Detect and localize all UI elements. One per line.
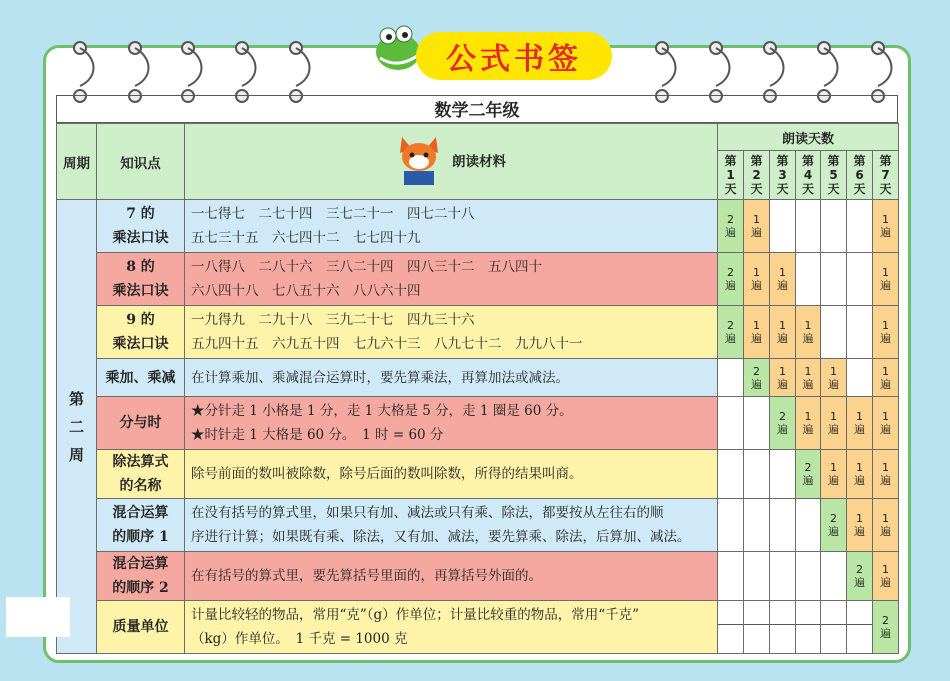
day-header-char: 第	[801, 154, 814, 168]
day-count-cell	[821, 397, 847, 450]
day-header-char: 第	[776, 154, 789, 168]
day-count-cell	[873, 359, 899, 397]
day-header-char: 天	[801, 182, 814, 196]
day-header-2	[744, 151, 770, 200]
day-count: 1	[830, 364, 837, 378]
day-header-char: 天	[879, 182, 892, 196]
day-count: 1	[753, 213, 760, 226]
day-count-unit: 遍	[802, 474, 814, 487]
day-count-cell	[770, 200, 796, 253]
day-header-char: 天	[750, 182, 763, 196]
day-header-7	[873, 151, 899, 200]
day-count: 1	[830, 461, 837, 474]
day-count-cell	[821, 200, 847, 253]
knowledge-cell	[97, 499, 185, 552]
day-header-3	[770, 151, 796, 200]
day-count-cell	[744, 306, 770, 359]
day-count-unit: 遍	[751, 377, 762, 391]
day-count-unit: 遍	[880, 423, 892, 436]
day-count-cell	[718, 253, 744, 306]
day-header-char: 天	[724, 182, 737, 196]
day-count-unit: 遍	[777, 279, 788, 292]
day-count-cell	[770, 253, 796, 306]
knowledge-cell	[97, 397, 185, 450]
table-row	[57, 601, 899, 654]
material-cell	[185, 552, 718, 601]
day-count-unit: 遍	[880, 474, 892, 487]
knowledge-line: 7 的	[126, 206, 155, 222]
day-count-unit: 遍	[777, 332, 788, 345]
material-cell	[185, 397, 718, 450]
material-cell	[185, 306, 718, 359]
knowledge-line: 的名称	[119, 478, 162, 494]
day-header-5	[821, 151, 847, 200]
day-count: 1	[882, 410, 890, 423]
day-count-cell	[718, 397, 744, 450]
day-count: 1	[804, 319, 812, 332]
period-char: 周	[68, 445, 84, 464]
period-char: 第	[68, 389, 84, 408]
day-count-unit: 遍	[880, 576, 892, 589]
knowledge-line: 的顺序 1	[112, 529, 169, 545]
knowledge-header: 知识点	[97, 124, 185, 200]
period-char: 二	[68, 417, 84, 436]
day-count-unit: 遍	[802, 332, 814, 345]
day-count-cell	[744, 499, 770, 552]
day-count-cell	[847, 253, 873, 306]
day-count-cell	[770, 450, 796, 499]
day-header-char: 天	[853, 182, 866, 196]
material-header-label: 朗读材料	[452, 153, 506, 170]
day-count: 1	[882, 364, 890, 378]
knowledge-line: 分与时	[119, 415, 162, 431]
material-cell	[185, 200, 718, 253]
day-count: 2	[830, 512, 837, 525]
table-row	[57, 552, 899, 601]
title-text: 公式书签	[446, 42, 582, 77]
knowledge-line: 混合运算	[112, 505, 169, 521]
day-count-unit: 遍	[880, 279, 892, 292]
day-count-cell	[744, 450, 770, 499]
day-count-cell	[744, 200, 770, 253]
day-count-cell	[770, 601, 796, 654]
material-cell	[185, 253, 718, 306]
day-header-char: 2	[752, 168, 761, 182]
knowledge-cell	[97, 359, 185, 397]
table-row	[57, 499, 899, 552]
day-count: 1	[830, 410, 837, 423]
material-line: ★时针走 1 大格是 60 分。 1 时 = 60 分	[191, 427, 444, 443]
day-count: 2	[856, 563, 863, 576]
knowledge-line: 乘加、乘减	[105, 369, 176, 386]
day-count-cell	[873, 200, 899, 253]
day-count-unit: 遍	[880, 332, 892, 345]
day-count-cell	[718, 306, 744, 359]
material-line: 在没有括号的算式里，如果只有加、减法或只有乘、除法，都要按从左往右的顺	[191, 505, 664, 521]
day-header-char: 第	[853, 154, 866, 168]
knowledge-cell	[97, 200, 185, 253]
day-count: 1	[779, 319, 786, 332]
day-count-unit: 遍	[751, 226, 762, 239]
day-count-cell	[770, 499, 796, 552]
day-count: 1	[882, 512, 890, 525]
day-count: 1	[856, 410, 863, 423]
day-count-cell	[796, 200, 821, 253]
day-count-cell	[718, 450, 744, 499]
day-header-char: 5	[829, 168, 838, 182]
day-count-cell	[796, 359, 821, 397]
day-count-cell	[796, 499, 821, 552]
white-patch	[6, 597, 70, 637]
day-count: 1	[856, 461, 863, 474]
day-count-cell	[873, 253, 899, 306]
day-header-char: 天	[776, 182, 789, 196]
period-header: 周期	[57, 124, 97, 200]
title-badge	[416, 32, 612, 80]
day-count-cell	[821, 601, 847, 654]
knowledge-cell	[97, 552, 185, 601]
material-line: 计量比较轻的物品，常用“克”（g）作单位；计量比较重的物品，常用“千克”	[191, 607, 639, 623]
day-count-cell	[718, 499, 744, 552]
day-count: 1	[779, 266, 786, 279]
knowledge-cell	[97, 253, 185, 306]
knowledge-line: 的顺序 2	[112, 580, 169, 596]
footer-strip	[0, 668, 950, 681]
table-row	[57, 450, 899, 499]
material-line: （kg）作单位。 1 千克 = 1000 克	[191, 631, 408, 647]
day-count-cell	[821, 359, 847, 397]
day-count-cell	[821, 552, 847, 601]
knowledge-line: 9 的	[126, 312, 155, 328]
day-count-cell	[847, 601, 873, 654]
material-cell	[185, 601, 718, 654]
material-line: 五九四十五 六九五十四 七九六十三 八九七十二 九九八十一	[191, 336, 583, 352]
day-count-cell	[873, 397, 899, 450]
day-header-char: 6	[855, 168, 864, 182]
day-header-char: 天	[827, 182, 840, 196]
day-count-unit: 遍	[751, 279, 762, 292]
day-header-char: 第	[879, 154, 892, 168]
day-count-cell	[796, 450, 821, 499]
day-count-cell	[873, 552, 899, 601]
day-count: 2	[727, 319, 734, 332]
material-line: 一八得八 二八十六 三八二十四 四八三十二 五八四十	[191, 259, 542, 275]
table-row	[57, 397, 899, 450]
day-header-char: 7	[881, 168, 890, 182]
day-count: 1	[882, 319, 890, 332]
day-count-cell	[770, 552, 796, 601]
day-count: 1	[882, 461, 890, 474]
day-count-cell	[796, 253, 821, 306]
day-count: 2	[727, 213, 734, 226]
material-line: 在计算乘加、乘减混合运算时，要先算乘法，再算加法或减法。	[191, 369, 569, 386]
fox-reading-icon	[396, 133, 442, 187]
day-count-unit: 遍	[725, 332, 736, 345]
day-count-cell	[821, 450, 847, 499]
day-count: 2	[804, 461, 812, 474]
day-count-cell	[796, 397, 821, 450]
material-line: 序进行计算；如果既有乘、除法，又有加、减法，要先算乘、除法，后算加、减法。	[191, 529, 691, 545]
knowledge-cell	[97, 306, 185, 359]
day-count-cell	[847, 306, 873, 359]
day-count-cell	[873, 306, 899, 359]
day-count-unit: 遍	[777, 423, 788, 436]
material-cell	[185, 450, 718, 499]
day-count: 1	[753, 319, 760, 332]
table-row	[57, 200, 899, 253]
grade-heading: 数学二年级	[56, 95, 898, 123]
knowledge-line: 乘法口诀	[112, 336, 169, 352]
knowledge-cell	[97, 601, 185, 654]
day-header-char: 第	[827, 154, 840, 168]
day-count: 1	[779, 364, 786, 378]
day-count: 1	[753, 266, 760, 279]
day-count-cell	[821, 306, 847, 359]
knowledge-line: 质量单位	[112, 619, 169, 635]
day-count-cell	[770, 306, 796, 359]
table-row	[57, 306, 899, 359]
day-count-cell	[847, 200, 873, 253]
day-count-cell	[744, 601, 770, 654]
day-count-cell	[847, 450, 873, 499]
knowledge-line: 混合运算	[112, 556, 169, 572]
material-line: 一九得九 二九十八 三九二十七 四九三十六	[191, 312, 475, 328]
table-row	[57, 253, 899, 306]
day-count-cell	[744, 253, 770, 306]
knowledge-line: 乘法口诀	[112, 230, 169, 246]
material-line: 除号前面的数叫被除数，除号后面的数叫除数，所得的结果叫商。	[191, 466, 583, 482]
day-count-unit: 遍	[880, 525, 892, 538]
day-count-unit: 遍	[880, 377, 892, 391]
day-count: 1	[856, 512, 863, 525]
period-cell	[57, 200, 97, 654]
day-count-cell	[821, 253, 847, 306]
day-count: 1	[804, 364, 812, 378]
day-count-unit: 遍	[828, 474, 839, 487]
day-count-unit: 遍	[880, 627, 892, 640]
day-count: 1	[804, 410, 812, 423]
reading-table	[56, 123, 899, 654]
material-cell	[185, 499, 718, 552]
day-count: 1	[882, 213, 890, 226]
day-count: 2	[779, 410, 786, 423]
day-count-cell	[796, 306, 821, 359]
day-count-cell	[847, 499, 873, 552]
day-count: 1	[882, 563, 890, 576]
day-count-unit: 遍	[880, 226, 892, 239]
day-count-unit: 遍	[854, 423, 865, 436]
day-count: 2	[882, 614, 890, 627]
knowledge-cell	[97, 450, 185, 499]
day-header-1	[718, 151, 744, 200]
day-count-unit: 遍	[802, 377, 814, 391]
day-count-unit: 遍	[725, 279, 736, 292]
day-count-cell	[718, 601, 744, 654]
day-header-char: 1	[726, 168, 735, 182]
day-count-cell	[744, 397, 770, 450]
day-count-unit: 遍	[777, 377, 788, 391]
day-count-cell	[770, 359, 796, 397]
day-header-6	[847, 151, 873, 200]
day-count-cell	[744, 359, 770, 397]
day-count-cell	[718, 359, 744, 397]
day-count-cell	[847, 552, 873, 601]
day-count-cell	[770, 397, 796, 450]
day-count-cell	[873, 499, 899, 552]
days-header: 朗读天数	[718, 124, 899, 151]
day-count-cell	[873, 601, 899, 654]
day-count-cell	[718, 552, 744, 601]
day-count-cell	[796, 601, 821, 654]
material-line: 在有括号的算式里，要先算括号里面的，再算括号外面的。	[191, 568, 542, 584]
day-count: 2	[753, 364, 760, 378]
day-count-unit: 遍	[828, 423, 839, 436]
material-line: 一七得七 二七十四 三七二十一 四七二十八	[191, 206, 475, 222]
material-cell	[185, 359, 718, 397]
table-row	[57, 359, 899, 397]
day-count: 2	[727, 266, 734, 279]
knowledge-line: 除法算式	[112, 454, 169, 470]
day-count-cell	[873, 450, 899, 499]
material-line: 五七三十五 六七四十二 七七四十九	[191, 230, 421, 246]
day-header-4	[796, 151, 821, 200]
day-count-unit: 遍	[828, 377, 839, 391]
day-header-char: 3	[778, 168, 787, 182]
material-line: ★分针走 1 小格是 1 分，走 1 大格是 5 分，走 1 圈是 60 分。	[191, 403, 573, 419]
day-count-unit: 遍	[854, 474, 865, 487]
day-count-unit: 遍	[725, 226, 736, 239]
material-line: 六八四十八 七八五十六 八八六十四	[191, 283, 421, 299]
knowledge-line: 8 的	[126, 259, 155, 275]
day-count-cell	[796, 552, 821, 601]
day-header-char: 4	[803, 168, 813, 182]
day-count-cell	[847, 397, 873, 450]
day-count-cell	[821, 499, 847, 552]
day-count-unit: 遍	[828, 525, 839, 538]
knowledge-line: 乘法口诀	[112, 283, 169, 299]
day-header-char: 第	[724, 154, 737, 168]
day-count-unit: 遍	[802, 423, 814, 436]
day-count-cell	[744, 552, 770, 601]
day-count-cell	[718, 200, 744, 253]
day-count-unit: 遍	[854, 576, 865, 589]
day-count-unit: 遍	[751, 332, 762, 345]
material-header	[185, 124, 718, 200]
day-count-unit: 遍	[854, 525, 865, 538]
day-count: 1	[882, 266, 890, 279]
day-count-cell	[847, 359, 873, 397]
day-header-char: 第	[750, 154, 763, 168]
